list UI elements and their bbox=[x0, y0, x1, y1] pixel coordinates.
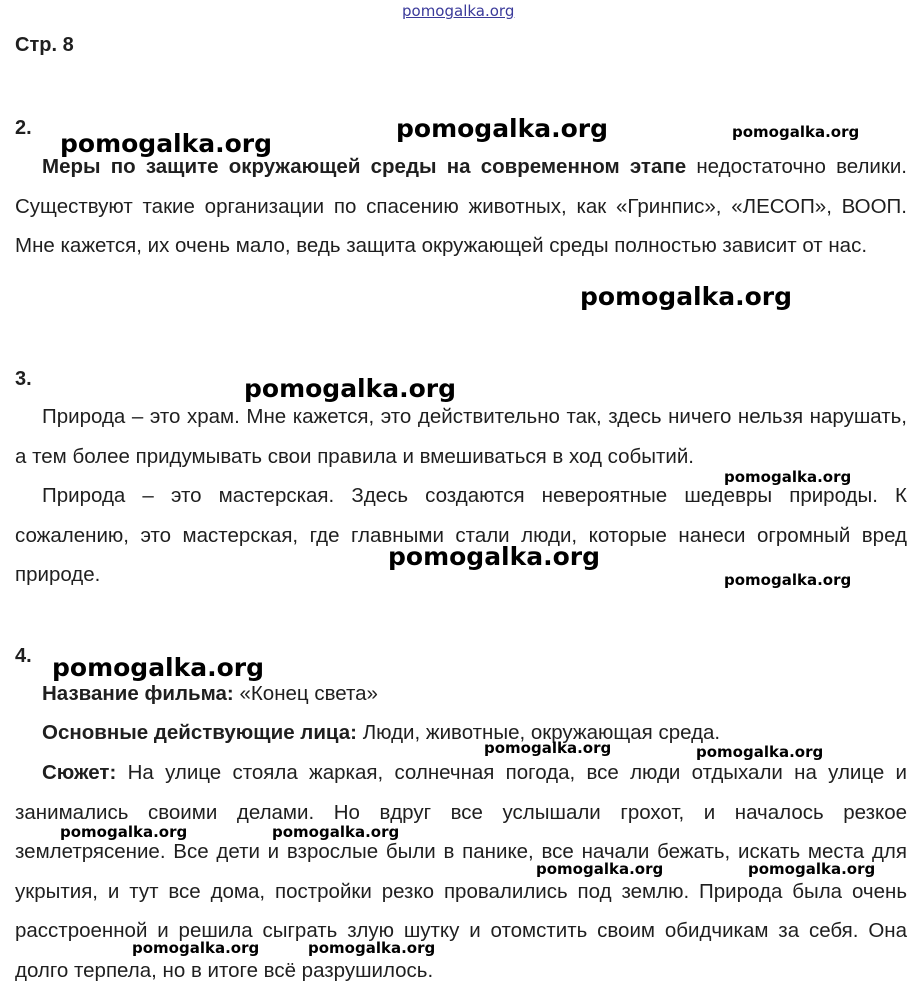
watermark: pomogalka.org bbox=[272, 823, 400, 841]
task-4-number: 4. bbox=[15, 645, 32, 667]
watermark: pomogalka.org bbox=[244, 374, 457, 403]
watermark: pomogalka.org bbox=[308, 939, 436, 957]
task-3-paragraph-1: Природа – это храм. Мне кажется, это действительно так, здесь ничего нельзя нарушать, а тем более придумывать свои правила и вмешиваться в ход событий. bbox=[15, 405, 907, 468]
watermark: pomogalka.org bbox=[388, 542, 601, 571]
watermark: pomogalka.org bbox=[748, 860, 876, 878]
plot-text: На улице стояла жаркая, солнечная погода, все люди отдыхали на улице и занимались своими делами. Но вдруг все услышали грохот, и началось резкое землетрясение. Все дети и взрослые были в панике, все начали бежать, искать места для укрытия, и тут все дома, постройки резко провалились под землю. Природа была очень расстроенной и решила сыграть злую шутку и отомстить своим обидчикам за себя. Она долго терпела, но в итоге всё разрушилось. bbox=[15, 761, 907, 982]
watermark: pomogalka.org bbox=[732, 123, 860, 141]
task-3-paragraph-2: Природа – это мастерская. Здесь создаются невероятные шедевры природы. К сожалению, это мастерская, где главными стали люди, которые нанеси огромный вред природе. bbox=[15, 484, 907, 586]
characters-value: Люди, животные, окружающая среда. bbox=[357, 721, 721, 744]
film-title-label: Название фильма: bbox=[42, 682, 234, 705]
characters-line bbox=[42, 713, 720, 752]
characters-label: Основные действующие лица: bbox=[42, 721, 357, 744]
film-title-value: «Конец света» bbox=[233, 682, 378, 705]
watermark: pomogalka.org bbox=[724, 571, 852, 589]
task-2-text: недостаточно велики. Существуют такие организации по спасению животных, как «Гринпис», «ЛЕСОП», ВООП. Мне кажется, их очень мало, ведь защита окружающей среды полностью зависит от нас. bbox=[15, 155, 907, 257]
plot-label: Сюжет: bbox=[42, 761, 117, 784]
watermark: pomogalka.org bbox=[60, 823, 188, 841]
watermark: pomogalka.org bbox=[396, 114, 609, 143]
site-link[interactable]: pomogalka.org bbox=[402, 2, 515, 20]
task-3-number: 3. bbox=[15, 368, 32, 390]
watermark: pomogalka.org bbox=[536, 860, 664, 878]
watermark: pomogalka.org bbox=[696, 743, 824, 761]
watermark: pomogalka.org bbox=[580, 282, 793, 311]
watermark: pomogalka.org bbox=[60, 129, 273, 158]
task-2-answer bbox=[15, 147, 907, 266]
task-2-bold-lead: Меры по защите окружающей среды на современном этапе bbox=[42, 155, 687, 178]
watermark: pomogalka.org bbox=[52, 653, 265, 682]
task-2-number: 2. bbox=[15, 117, 32, 139]
watermark: pomogalka.org bbox=[484, 739, 612, 757]
watermark: pomogalka.org bbox=[724, 468, 852, 486]
watermark: pomogalka.org bbox=[132, 939, 260, 957]
page-label: Стр. 8 bbox=[15, 34, 74, 56]
